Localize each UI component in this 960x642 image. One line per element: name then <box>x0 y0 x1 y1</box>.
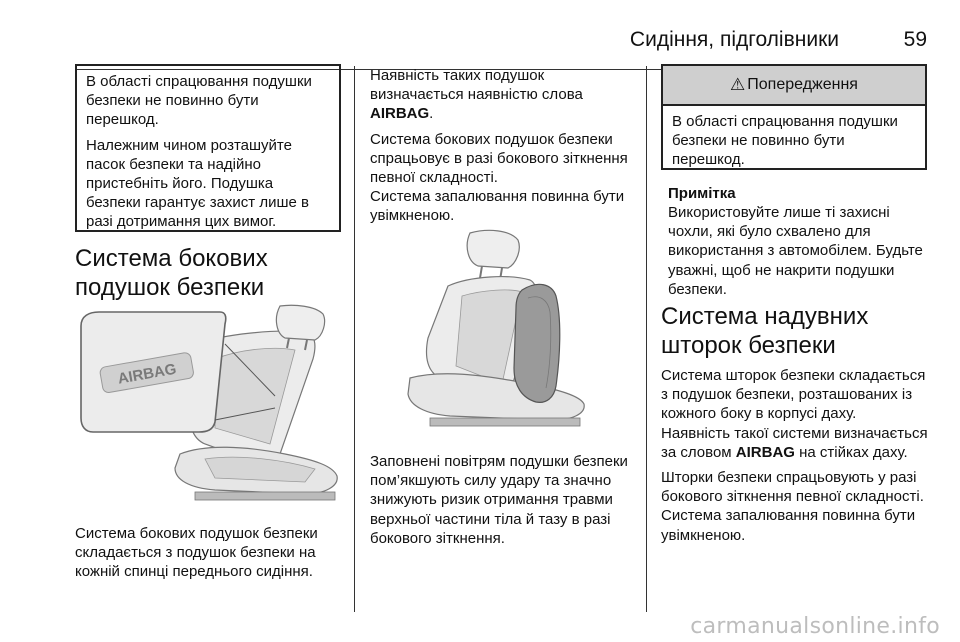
col2-p1-end: . <box>429 105 434 123</box>
section-title: Сидіння, підголівники <box>629 28 839 51</box>
note-block <box>668 184 930 299</box>
note-text: Використовуйте лише ті захисні чохли, які було схвалено для використання з автомобілем. Будьте уважні, щоб не накрити подушки безпеки. <box>668 204 923 298</box>
note-title: Примітка <box>668 185 736 202</box>
warning-title: Попередження <box>747 76 858 93</box>
airbag-deployed-figure <box>370 228 632 438</box>
col3-paragraph-1 <box>661 366 929 462</box>
col2-paragraph-4: Заповнені повітрям подушки безпеки пом’якшують силу удару та значно знижують ризик отримання травми верхньої частини тіла й тазу в разі бокового зіткнення. <box>370 453 628 547</box>
col3-paragraph-2: Шторки безпеки спрацьовують у разі бокового зіткнення певної складності. Система запалювання повинна бути увімкненою. <box>661 469 924 544</box>
box-paragraph-1: В області спрацювання подушки безпеки не повинно бути перешкод. <box>86 73 312 129</box>
page-number: 59 <box>903 28 927 51</box>
warning-triangle-icon: ⚠ <box>730 75 746 94</box>
warning-text: В області спрацювання подушки безпеки не повинно бути перешкод. <box>672 113 898 169</box>
column-2 <box>370 66 636 226</box>
curtain-airbag-heading: Система надувних шторок безпеки <box>661 303 869 359</box>
warning-continuation-box <box>75 64 341 232</box>
watermark: carmanualsonline.info <box>690 614 940 639</box>
warning-box <box>661 64 927 170</box>
col3-p1-end: на стійках даху. <box>799 443 908 461</box>
page-header <box>75 22 927 50</box>
col2-p1-text: Наявність таких подушок визначається наявністю слова <box>370 67 583 104</box>
col2-p1-airbag: AIRBAG <box>370 105 430 123</box>
side-airbag-heading: Система бокових подушок безпеки <box>75 245 268 301</box>
col2-paragraph-3: Система запалювання повинна бути увімкненою. <box>370 188 625 225</box>
col3-p1-text: Система шторок безпеки складається з подушок безпеки, розташованих із кожного боку в корпусі даху. Наявність такої системи визначається за словом <box>661 367 928 461</box>
side-airbag-caption: Система бокових подушок безпеки складається з подушок безпеки на кожній спинці переднього сидіння. <box>75 525 318 581</box>
column-divider-1 <box>354 66 355 612</box>
col2-paragraph-1 <box>370 66 636 124</box>
warning-header <box>663 66 925 106</box>
column-divider-2 <box>646 66 647 612</box>
col3-p1-airbag: AIRBAG <box>735 443 795 461</box>
col2-paragraph-2: Система бокових подушок безпеки спрацьовує в разі бокового зіткнення певної складності. <box>370 130 628 187</box>
box-paragraph-2: Належним чином розташуйте пасок безпеки та надійно пристебніть його. Подушка безпеки гарантує захист лише в разі дотримання цих вимог. <box>86 136 309 231</box>
side-airbag-figure <box>75 304 341 507</box>
airbag-badge: AIRBAG <box>116 360 178 388</box>
curtain-airbag-text <box>661 366 929 545</box>
